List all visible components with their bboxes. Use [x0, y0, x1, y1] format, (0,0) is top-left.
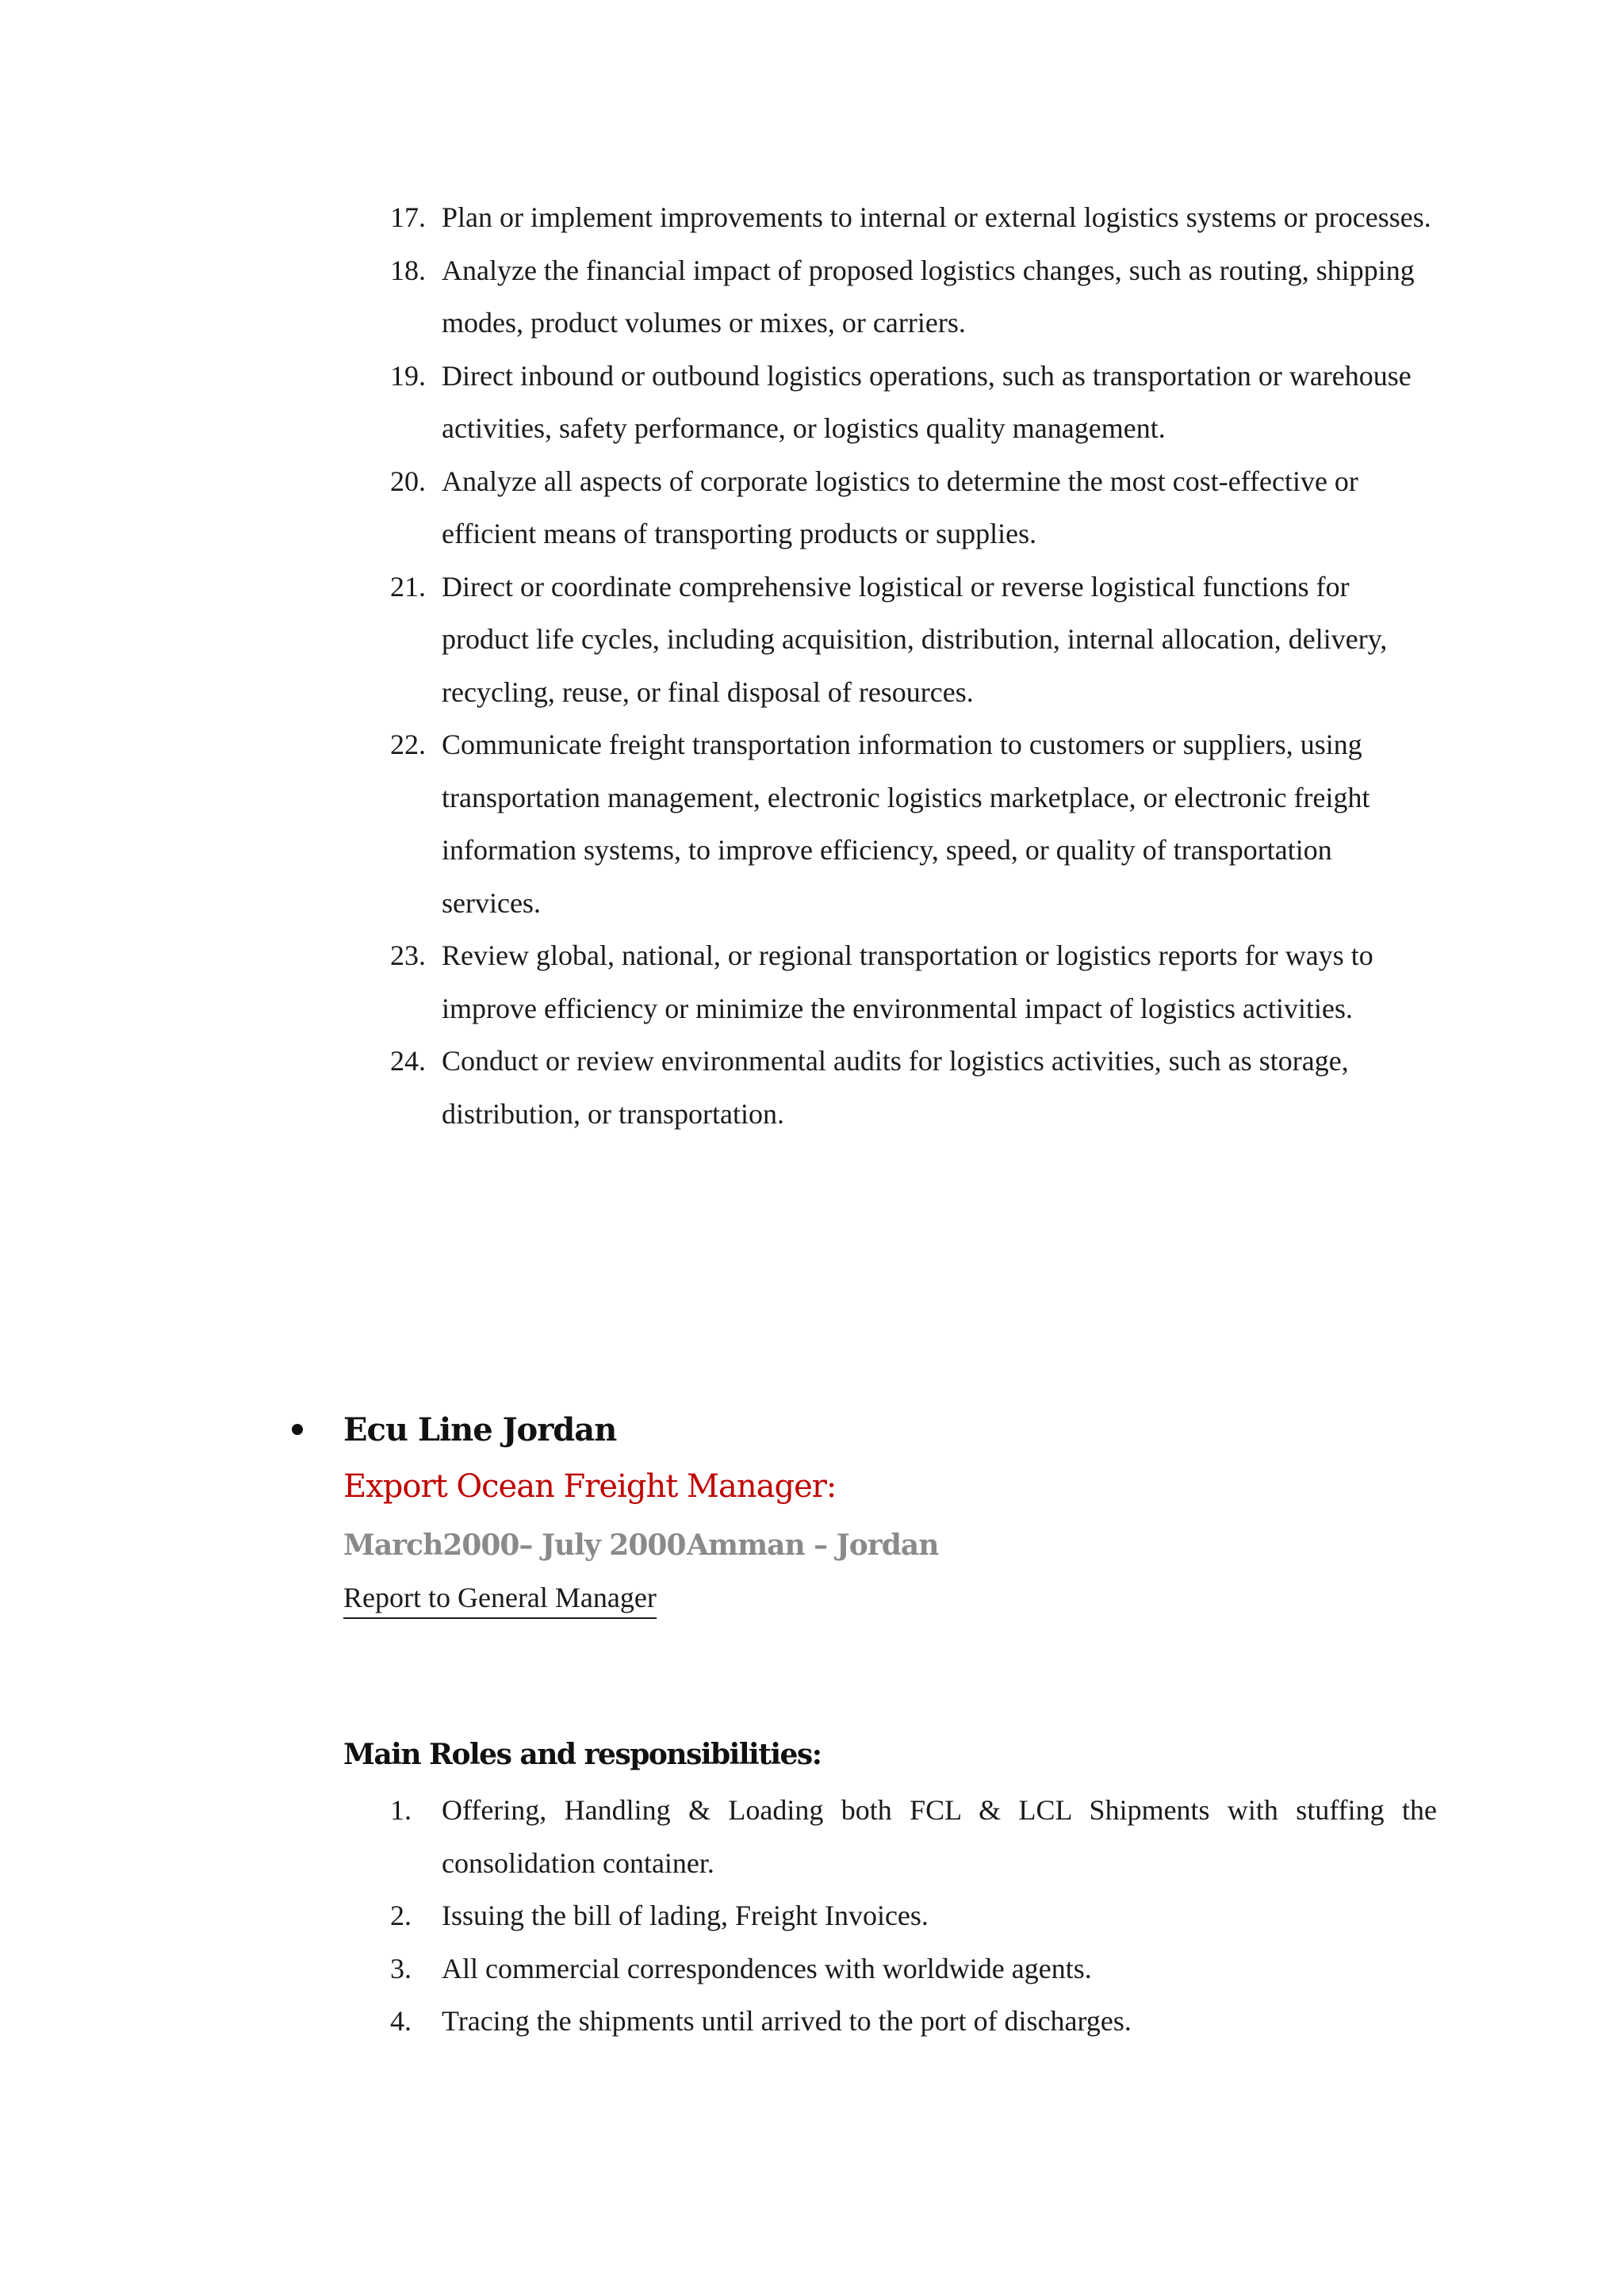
- list-item-number: 4.: [390, 2005, 412, 2037]
- list-item-number: 20.: [390, 465, 426, 497]
- list-item-text: Analyze all aspects of corporate logistics to determine the most cost-effective or efficient means of transporting products or supplies.: [442, 465, 1358, 549]
- list-item-text: Plan or implement improvements to internal or external logistics systems or processes.: [442, 201, 1431, 233]
- employment-location: Amman – Jordan: [687, 1529, 939, 1562]
- report-to-line: Report to General Manager: [343, 1581, 657, 1619]
- list-item: [390, 1995, 1437, 2048]
- list-item-number: 22.: [390, 729, 426, 760]
- list-item-text: Issuing the bill of lading, Freight Invoices.: [442, 1900, 929, 1931]
- list-item-text: Tracing the shipments until arrived to the port of discharges.: [442, 2005, 1132, 2037]
- employer-name: Ecu Line Jordan: [343, 1411, 617, 1448]
- list-item: [390, 561, 1437, 719]
- list-item-text: Analyze the financial impact of proposed logistics changes, such as routing, shipping modes, product volumes or mixes, or carriers.: [442, 254, 1415, 339]
- list-item: [390, 1889, 1437, 1942]
- list-item-text: Offering, Handling & Loading both FCL & LCL Shipments with stuffing the consolidation container.: [442, 1794, 1437, 1879]
- list-item-number: 21.: [390, 570, 426, 603]
- list-item: [390, 455, 1437, 561]
- responsibilities-list-continued: [390, 191, 1437, 1140]
- employment-period: March2000– July 2000: [343, 1529, 686, 1562]
- list-item-text: Direct or coordinate comprehensive logistical or reverse logistical functions for product life cycles, including acquisition, distribution, internal allocation, delivery, recycling, reuse, or final disposal of resources.: [442, 570, 1388, 708]
- list-item-text: Conduct or review environmental audits for logistics activities, such as storage, distribution, or transportation.: [442, 1045, 1349, 1130]
- list-item-text: Direct inbound or outbound logistics operations, such as transportation or warehouse activities, safety performance, or logistics quality management.: [442, 359, 1411, 444]
- list-item: [390, 1784, 1437, 1889]
- section-heading: Main Roles and responsibilities:: [343, 1738, 822, 1771]
- list-item-number: 17.: [390, 201, 426, 233]
- list-item-number: 19.: [390, 359, 426, 392]
- list-item: [390, 1942, 1437, 1996]
- list-item: [390, 929, 1437, 1035]
- list-item-text: All commercial correspondences with worldwide agents.: [442, 1952, 1092, 1984]
- list-item: [390, 191, 1437, 244]
- list-item-text: Review global, national, or regional transportation or logistics reports for ways to improve efficiency or minimize the environmental impact of logistics activities.: [442, 939, 1373, 1024]
- list-item: [390, 1035, 1437, 1140]
- list-item: [390, 718, 1437, 929]
- list-item-number: 18.: [390, 254, 426, 286]
- list-item: [390, 244, 1437, 350]
- main-roles-list: [390, 1784, 1437, 2048]
- list-item-number: 23.: [390, 939, 426, 971]
- list-item-number: 24.: [390, 1045, 426, 1077]
- list-item-text: Communicate freight transportation information to customers or suppliers, using transportation management, electronic logistics marketplace, or electronic freight information systems, to improve efficiency, speed, or quality of transportation services.: [442, 729, 1370, 919]
- list-item: [390, 350, 1437, 455]
- list-item-number: 3.: [390, 1952, 412, 1984]
- bullet-icon: [292, 1424, 303, 1435]
- job-title: Export Ocean Freight Manager:: [343, 1468, 837, 1505]
- list-item-number: 2.: [390, 1900, 412, 1931]
- list-item-number: 1.: [390, 1794, 412, 1826]
